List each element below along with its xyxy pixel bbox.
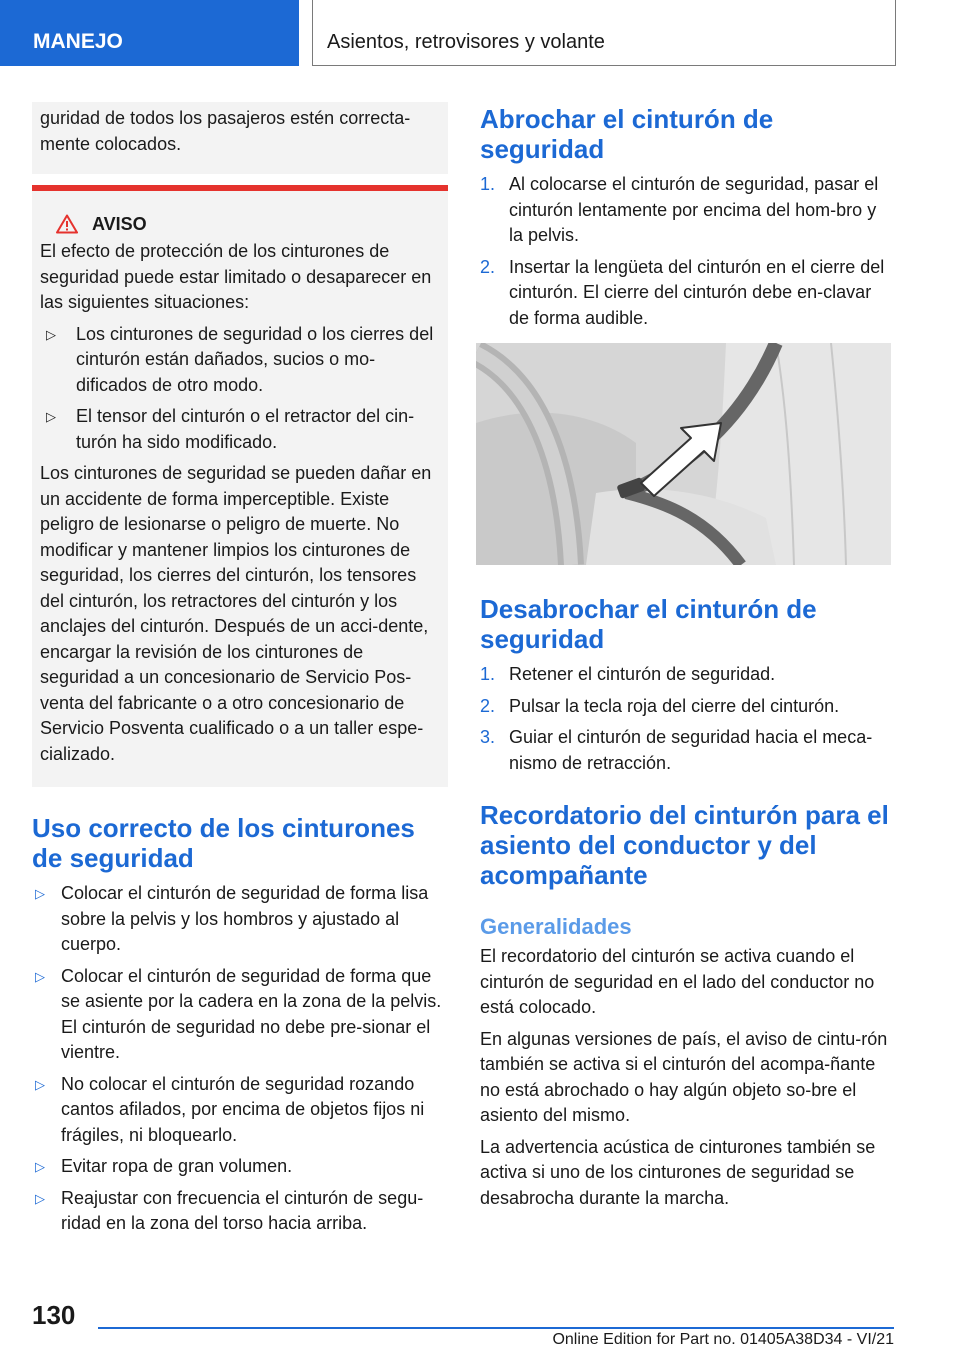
- list-item: ▷ El tensor del cinturón o el retractor del cin-turón ha sido modificado.: [46, 406, 415, 452]
- abrochar-heading: Abrochar el cinturón de seguridad: [480, 104, 774, 164]
- seatbelt-illustration: [476, 343, 891, 565]
- generalidades-heading: Generalidades: [480, 914, 632, 939]
- seatbelt-buckle-image: [476, 343, 891, 565]
- recordatorio-section: [480, 800, 892, 1217]
- uso-section: [32, 813, 448, 1243]
- list-item: ▷ Los cinturones de seguridad o los cierres del cinturón están dañados, sucios o mo-dificados de otro modo.: [46, 323, 434, 395]
- list-item: 2. Insertar la lengüeta del cinturón en el cierre del cinturón. El cierre del cinturón debe en-clavar de forma audible.: [480, 256, 885, 328]
- recordatorio-paragraph: La advertencia acústica de cinturones también se activa si uno de los cinturones de seguridad se desabrocha durante la marcha.: [480, 1136, 876, 1208]
- abrochar-section: [480, 104, 892, 337]
- triangle-right-icon: ▷: [35, 1076, 45, 1092]
- list-item: 1. Retener el cinturón de seguridad.: [480, 662, 892, 688]
- section-title: MANEJO: [33, 30, 123, 53]
- warning-body: Los cinturones de seguridad se pueden dañar en un accidente de forma imperceptible. Existe peligro de lesionarse o peligro de muerte. No modificar y mantener limpios los cinturones de seguridad, los cierres del cinturón, los tensores del cinturón, los retractores del cinturón y los anclajes del cinturón. Después de un acci-dente, encargar la revisión de los cinturones de seguridad a un concesionario de Servicio Pos-venta del fabricante o a otro concesionario de Servicio Posventa cualificado o a un taller espe-cializado.: [40, 463, 432, 764]
- warning-title: AVISO: [92, 214, 147, 234]
- recordatorio-paragraph: El recordatorio del cinturón se activa cuando el cinturón de seguridad en el lado del conductor no está colocado.: [480, 946, 875, 1017]
- chapter-title: Asientos, retrovisores y volante: [327, 31, 605, 53]
- uso-list: [32, 881, 448, 1237]
- recordatorio-heading: Recordatorio del cinturón para el asiento del conductor y del acompañante: [480, 800, 889, 890]
- warning-box: [32, 185, 448, 787]
- triangle-right-icon: ▷: [35, 968, 45, 984]
- list-item: 1. Al colocarse el cinturón de seguridad, pasar el cinturón lentamente por encima del hom-bro y la pelvis.: [480, 174, 879, 245]
- uso-heading: Uso correcto de los cinturones de seguridad: [32, 813, 415, 873]
- list-item: 3. Guiar el cinturón de seguridad hacia el meca-nismo de retracción.: [480, 727, 873, 773]
- desabrochar-section: [480, 594, 892, 782]
- step-number: 3.: [480, 727, 496, 747]
- section-tab: [0, 0, 299, 66]
- triangle-right-icon: ▷: [46, 409, 56, 424]
- triangle-right-icon: ▷: [35, 1190, 45, 1206]
- warning-intro: El efecto de protección de los cinturones de seguridad puede estar limitado o desaparecer en las siguientes situaciones:: [40, 241, 432, 312]
- continuation-text: guridad de todos los pasajeros estén correcta-mente colocados.: [40, 108, 411, 154]
- warning-list: [40, 322, 440, 456]
- desabrochar-heading: Desabrochar el cinturón de seguridad: [480, 594, 817, 654]
- desabrochar-steps: [480, 662, 892, 776]
- list-item: 2. Pulsar la tecla roja del cierre del cinturón.: [480, 694, 892, 720]
- warning-title-row: [56, 213, 440, 235]
- step-number: 2.: [480, 695, 496, 716]
- list-item: ▷ Colocar el cinturón de seguridad de forma que se asiente por la cadera en la zona de la pelvis. El cinturón de seguridad no debe pre-sionar el vientre.: [35, 965, 442, 1062]
- triangle-right-icon: ▷: [46, 326, 56, 342]
- step-number: 1.: [480, 174, 496, 194]
- footer-divider: [98, 1327, 894, 1329]
- list-item: ▷ Colocar el cinturón de seguridad de forma lisa sobre la pelvis y los hombros y ajustado al cuerpo.: [35, 883, 429, 954]
- page-number: 130: [32, 1300, 76, 1330]
- continuation-box: [32, 102, 448, 174]
- list-item: ▷ No colocar el cinturón de seguridad rozando cantos afilados, por encima de objetos fijos ni frágiles, ni bloquearlo.: [35, 1073, 425, 1145]
- abrochar-steps: [480, 172, 892, 331]
- triangle-right-icon: ▷: [35, 1159, 45, 1174]
- warning-triangle-icon: [56, 214, 78, 234]
- chapter-header: [312, 0, 896, 66]
- list-item: ▷ Reajustar con frecuencia el cinturón de segu-ridad en la zona del torso hacia arriba.: [35, 1187, 424, 1233]
- list-item: ▷ Evitar ropa de gran volumen.: [32, 1154, 448, 1180]
- triangle-right-icon: ▷: [35, 886, 45, 901]
- step-number: 2.: [480, 256, 496, 277]
- recordatorio-paragraph: En algunas versiones de país, el aviso de cintu-rón también se activa si el cinturón del acompa-ñante no está abrochado o hay algún objeto so-bre el asiento del mismo.: [480, 1028, 888, 1125]
- edition-note: Online Edition for Part no. 01405A38D34 - VI/21: [552, 1331, 894, 1348]
- step-number: 1.: [480, 664, 496, 684]
